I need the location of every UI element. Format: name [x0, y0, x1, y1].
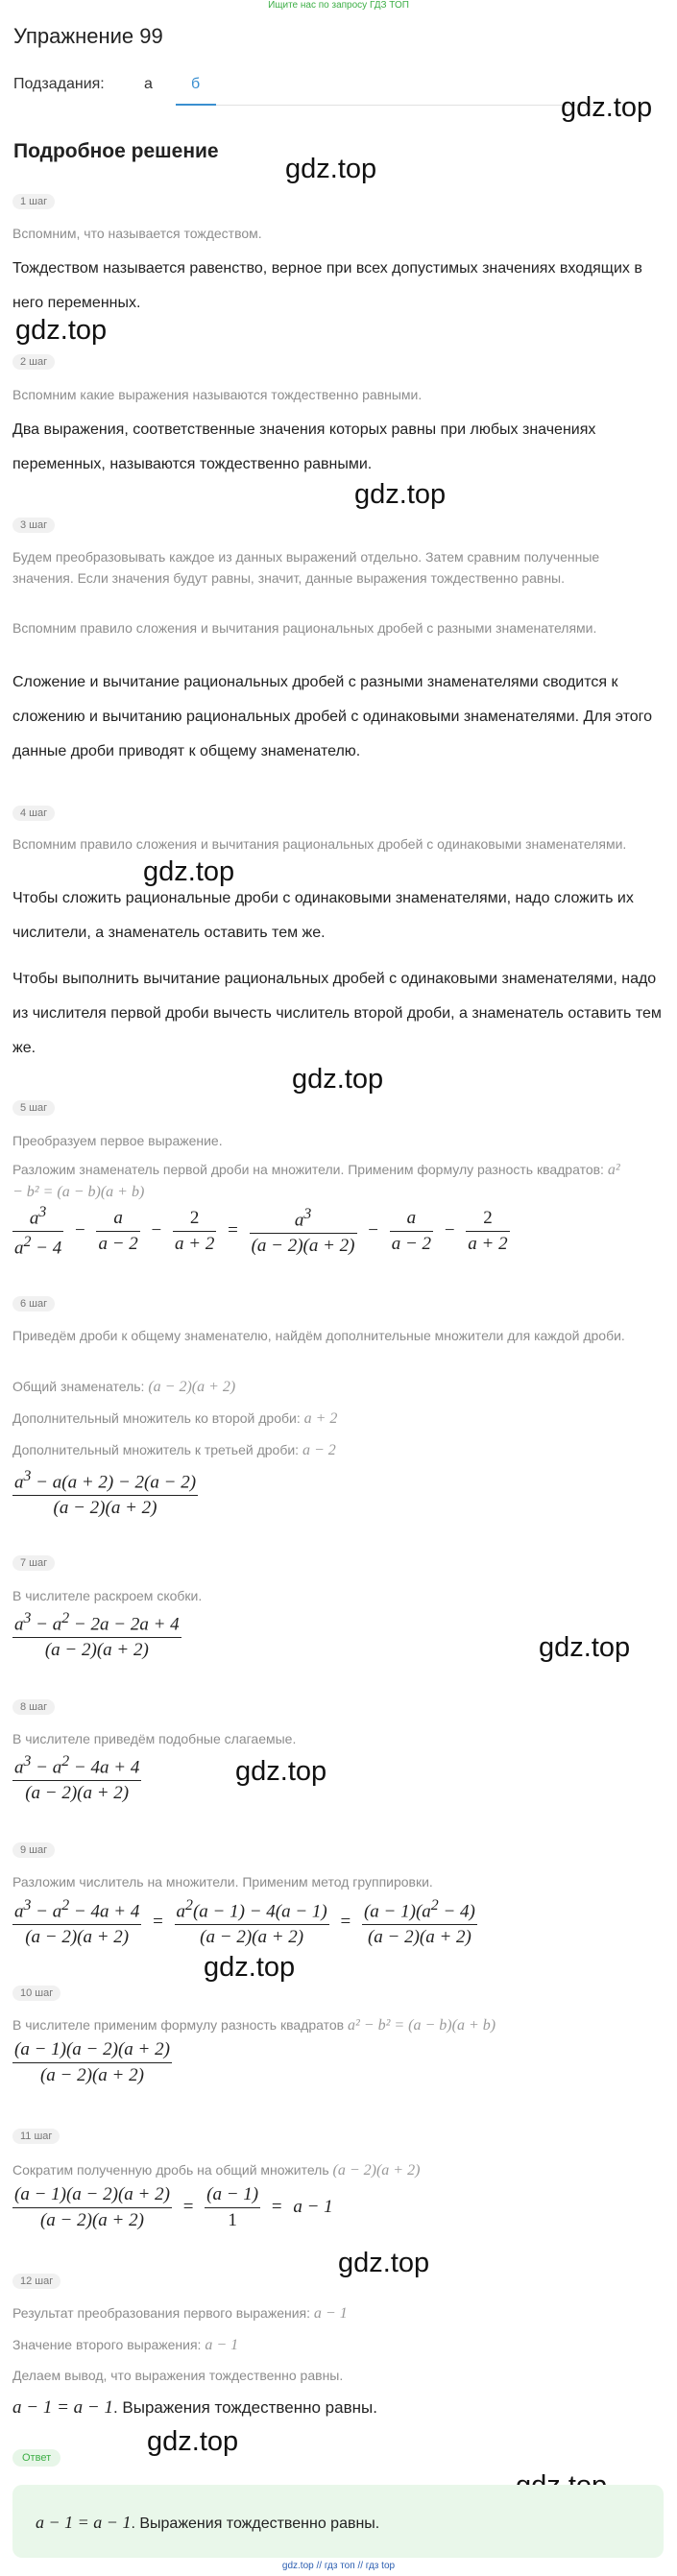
result2-label: Значение второго выражения: — [12, 2337, 202, 2352]
watermark: gdz.top — [15, 315, 108, 346]
answer-badge: Ответ — [12, 2449, 60, 2467]
step-badge: 12 шаг — [12, 2274, 60, 2289]
watermark: gdz.top — [561, 92, 653, 123]
step-badge: 3 шаг — [12, 518, 55, 533]
conclusion-math: a − 1 = a − 1 — [12, 2397, 113, 2418]
watermark: gdz.top — [147, 2426, 239, 2457]
tabs-divider — [216, 105, 600, 106]
section-title: Подробное решение — [13, 140, 219, 162]
common-label: Общий знаменатель: — [12, 1379, 145, 1394]
answer-conclusion: . Выражения тождественно равны. — [131, 2516, 380, 2532]
formula-step11: $\frac{(a - 1)(a - 2)(a + 2)}{(a - 2)(a + 2)}$ = $\frac{(a - 1)}{1}$ = a − 1 — [14, 2184, 333, 2230]
step-rule: Два выражения, соответственные значения которых равны при любых значениях переменных, называются тождественно равными. — [12, 421, 596, 472]
watermark: gdz.top — [292, 1064, 384, 1095]
mult3-label: Дополнительный множитель к третьей дроби: — [12, 1442, 300, 1457]
step-badge: 9 шаг — [12, 1842, 55, 1858]
step-note-text: В числителе применим формулу разность квадратов — [12, 2017, 345, 2033]
mult2-value: a + 2 — [303, 1410, 338, 1427]
formula-step6: $\frac{a^3 - a(a + 2) - 2(a - 2)}{(a - 2)(a + 2)}$ — [14, 1468, 197, 1519]
step-note — [12, 2014, 675, 2036]
common-value: (a − 2)(a + 2) — [148, 1379, 236, 1395]
step-badge: 5 шаг — [12, 1100, 55, 1116]
result2-value: a − 1 — [205, 2337, 239, 2353]
mult3-value: a − 2 — [302, 1442, 336, 1458]
step-note: Вспомним какие выражения называются тождественно равными. — [12, 387, 423, 402]
answer-math: a − 1 = a − 1 — [36, 2513, 132, 2532]
step-badge: 1 шаг — [12, 194, 55, 209]
watermark: gdz.top — [285, 154, 377, 184]
top-link[interactable]: Ищите нас по запросу ГДЗ ТОП — [268, 0, 409, 11]
result1-value: a − 1 — [313, 2305, 348, 2322]
step-rule: Тождеством называется равенство, верное при всех допустимых значениях входящих в него переменных. — [12, 260, 642, 311]
step-badge: 8 шаг — [12, 1699, 55, 1715]
step-rule: Чтобы сложить рациональные дроби с одинаковыми знаменателями, надо сложить их числители, а знаменатель оставить тем же. — [12, 890, 634, 941]
step-badge: 2 шаг — [12, 354, 55, 370]
formula-inline: a² − b² = (a − b)(a + b) — [347, 2017, 496, 2034]
step-note-text: Разложим знаменатель первой дроби на множители. Применим формулу разность квадратов: — [12, 1162, 604, 1177]
active-tab-indicator — [176, 104, 216, 106]
result1-label: Результат преобразования первого выражения: — [12, 2305, 311, 2321]
watermark: gdz.top — [235, 1756, 327, 1787]
formula-inline: (a − 2)(a + 2) — [332, 2162, 421, 2179]
step-note — [12, 1376, 627, 1398]
step-note-text: Сократим полученную дробь на общий множитель — [12, 2162, 329, 2178]
watermark: gdz.top — [354, 479, 447, 510]
formula-inline: a² − b² = (a − b)(a + b) — [12, 1162, 620, 1200]
conclusion-text: . Выражения тождественно равны. — [112, 2398, 377, 2417]
step-note — [12, 2302, 627, 2324]
step-note — [12, 1439, 627, 1461]
step-note: В числителе раскроем скобки. — [12, 1588, 203, 1603]
step-badge: 10 шаг — [12, 1986, 60, 2001]
subtasks-label: Подзадания: — [13, 76, 105, 92]
step-rule: Сложение и вычитание рациональных дробей с разными знаменателями сводится к сложению и вычитанию рациональных дробей с одинаковыми знаменателями. Для этого данные дроби приводят к общему знаменателю. — [12, 674, 653, 759]
formula-step10: $\frac{(a - 1)(a - 2)(a + 2)}{(a - 2)(a + 2)}$ — [14, 2039, 170, 2085]
step-note: Преобразуем первое выражение. — [12, 1133, 223, 1148]
formula-step5: $\frac{a^3}{a^2 - 4}$ − $\frac{a}{a - 2}$ − $\frac{2}{a + 2}$ = $\frac{a^3}{(a - 2)(a + 2)}$ − $\frac{a}{a - 2}$ − $\frac{2}{a + 2}$ — [14, 1204, 508, 1259]
step-note: Вспомним, что называется тождеством. — [12, 226, 262, 241]
formula-step7: $\frac{a^3 - a^2 - 2a - 2a + 4}{(a - 2)(a + 2)}$ — [14, 1610, 180, 1661]
step-note: Разложим числитель на множители. Применим метод группировки. — [12, 1874, 433, 1890]
answer-text — [36, 2513, 379, 2533]
step-note — [12, 1159, 627, 1203]
step-note: Делаем вывод, что выражения тождественно равны. — [12, 2368, 344, 2383]
mult2-label: Дополнительный множитель ко второй дроби: — [12, 1410, 301, 1426]
formula-step8: $\frac{a^3 - a^2 - 4a + 4}{(a - 2)(a + 2)}$ — [14, 1753, 140, 1804]
step-note — [12, 1408, 627, 1430]
step-badge: 11 шаг — [12, 2129, 60, 2144]
step-note: Будем преобразовывать каждое из данных выражений отдельно. Затем сравним полученные значения. Если значения будут равны, значит, данные выражения тождественно равны. — [12, 549, 600, 586]
step-note: Приведём дроби к общему знаменателю, найдём дополнительные множители для каждой дроби. — [12, 1328, 625, 1343]
page-title: Упражнение 99 — [13, 24, 163, 48]
step-rule: Чтобы выполнить вычитание рациональных дробей с одинаковыми знаменателями, надо из числителя первой дроби вычесть числитель второй дроби, а знаменатель оставить тем же. — [12, 971, 662, 1056]
step-note: Вспомним правило сложения и вычитания рациональных дробей с одинаковыми знаменателями. — [12, 836, 627, 852]
step-note: Вспомним правило сложения и вычитания рациональных дробей с разными знаменателями. — [12, 620, 597, 636]
step-note: В числителе приведём подобные слагаемые. — [12, 1731, 297, 1746]
step-note — [12, 2159, 627, 2181]
footer-links[interactable]: gdz.top // гдз топ // гдз top — [281, 2561, 396, 2571]
watermark: gdz.top — [338, 2248, 430, 2278]
watermark: gdz.top — [143, 856, 235, 887]
conclusion — [12, 2397, 377, 2419]
tab-a[interactable]: а — [144, 76, 153, 92]
watermark: gdz.top — [204, 1952, 296, 1983]
step-badge: 6 шаг — [12, 1296, 55, 1312]
step-badge: 4 шаг — [12, 806, 55, 821]
watermark: gdz.top — [539, 1632, 631, 1663]
step-badge: 7 шаг — [12, 1555, 55, 1571]
tab-b[interactable]: б — [191, 76, 201, 92]
formula-step9: $\frac{a^3 - a^2 - 4a + 4}{(a - 2)(a + 2)}$ = $\frac{a^2(a - 1) - 4(a - 1)}{(a - 2)(a + 2)}$ = $\frac{(a - 1)(a^2 - 4)}{(a - 2)(a + 2)}$ — [14, 1897, 475, 1948]
step-note — [12, 2334, 627, 2356]
